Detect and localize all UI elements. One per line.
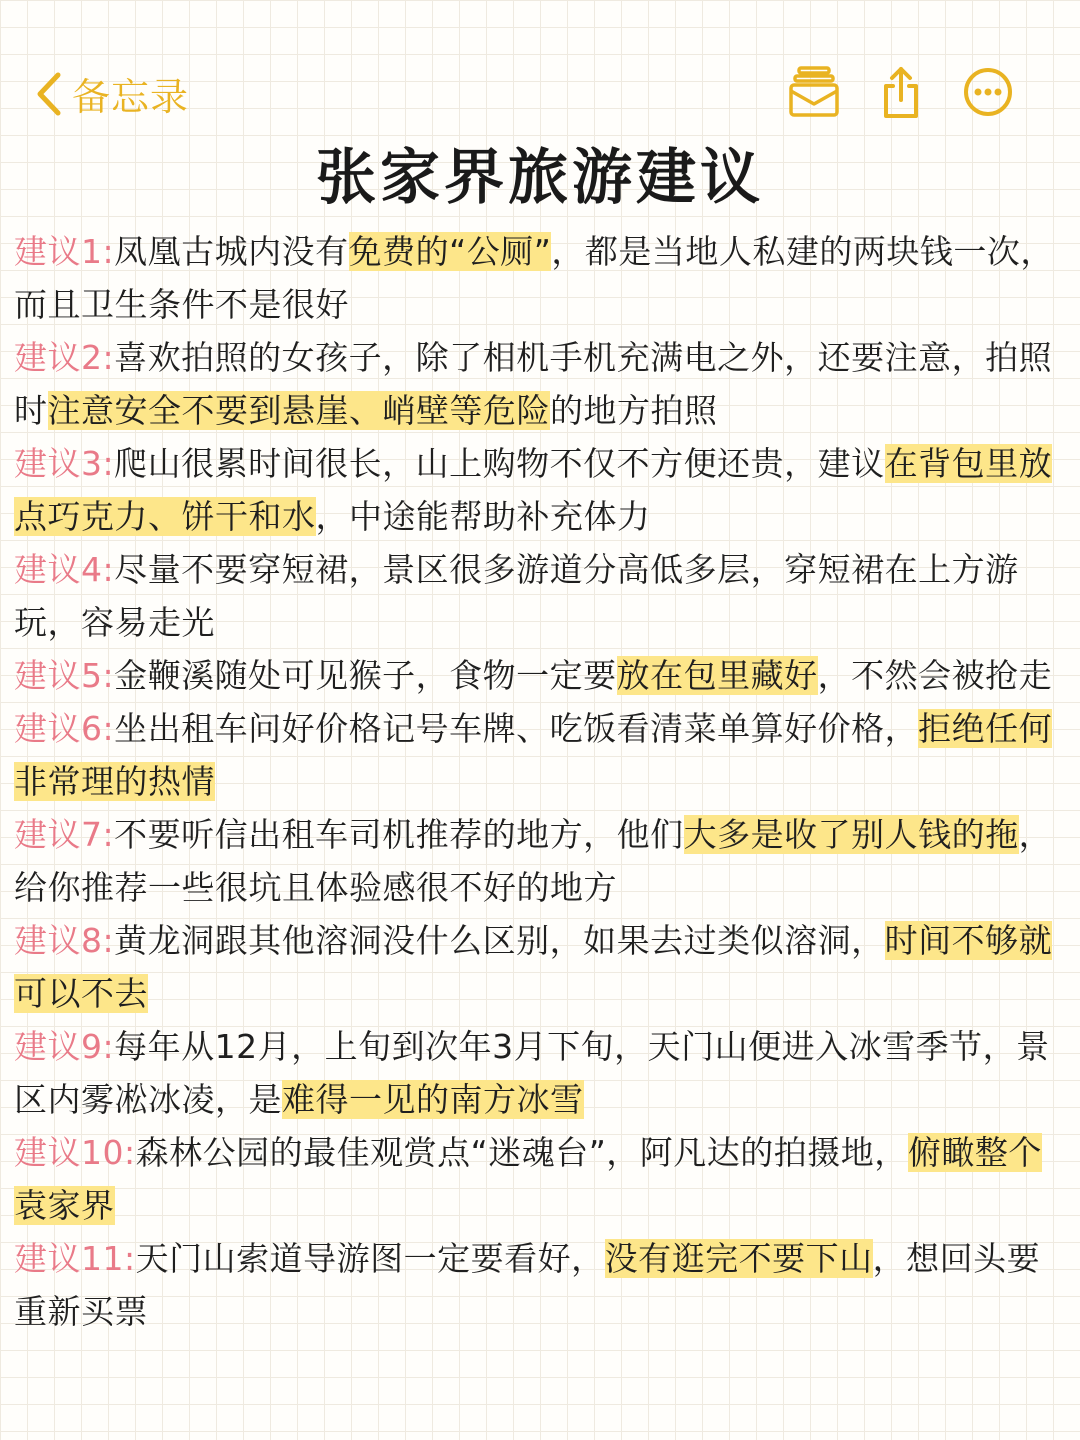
tip-text: 金鞭溪随处可见猴子，食物一定要 — [114, 656, 617, 695]
navigation-bar — [0, 58, 1080, 128]
tip-item — [14, 649, 1070, 702]
tip-item — [14, 702, 1070, 808]
tip-text: 每年从12月，上旬到次年3月下旬，天门山便进入冰雪季节，景区内雾凇冰凌，是 — [14, 1027, 1050, 1119]
highlighted-text: 难得一见的南方冰雪 — [282, 1080, 584, 1119]
tip-item — [14, 225, 1070, 331]
back-label: 备忘录 — [72, 75, 190, 119]
tips-list — [14, 225, 1070, 1338]
tip-item — [14, 914, 1070, 1020]
tip-item — [14, 1232, 1070, 1338]
highlighted-text: 没有逛完不要下山 — [604, 1239, 873, 1278]
highlighted-text: 放在包里藏好 — [616, 656, 818, 695]
tip-text: 喜欢拍照的女孩子，除了相机手机充满电之外，还要注意，拍照时 — [14, 338, 1053, 430]
tip-item — [14, 331, 1070, 437]
tip-item — [14, 1126, 1070, 1232]
back-button[interactable] — [36, 66, 189, 121]
tip-text: 爬山很累时间很长，山上购物不仅不方便还贵，建议 — [114, 444, 885, 483]
tip-text: 不要听信出租车司机推荐的地方，他们 — [114, 815, 684, 854]
tip-text: ，想回头要重新买票 — [14, 1239, 1041, 1331]
highlighted-text: 大多是收了别人钱的拖 — [683, 815, 1019, 854]
tip-item — [14, 1020, 1070, 1126]
tip-label: 建议8: — [14, 921, 115, 960]
tip-label: 建议1: — [14, 232, 115, 271]
chevron-left-icon — [36, 72, 62, 116]
stack-envelope-icon — [786, 64, 842, 120]
tip-text: 黄龙洞跟其他溶洞没什么区别，如果去过类似溶洞， — [114, 921, 885, 960]
tip-text: ，不然会被抢走 — [817, 656, 1053, 695]
tip-text: ，给你推荐一些很坑且体验感很不好的地方 — [14, 815, 1053, 907]
more-button[interactable] — [960, 64, 1016, 120]
tip-text: 凤凰古城内没有 — [114, 232, 349, 271]
tip-item — [14, 437, 1070, 543]
share-button[interactable] — [873, 64, 929, 120]
tip-label: 建议5: — [14, 656, 115, 695]
share-icon — [873, 64, 929, 120]
tip-label: 建议7: — [14, 815, 115, 854]
highlighted-text: 俯瞰整个袁家界 — [14, 1133, 1042, 1225]
highlighted-text: 拒绝任何非常理的热情 — [14, 709, 1053, 801]
tip-label: 建议11: — [14, 1239, 136, 1278]
tip-text: ，中途能帮助补充体力 — [315, 497, 651, 536]
tip-item — [14, 543, 1070, 649]
tip-text: 的地方拍照 — [550, 391, 718, 430]
tip-item — [14, 808, 1070, 914]
highlighted-text: 免费的“公厕” — [348, 232, 552, 271]
tip-label: 建议2: — [14, 338, 115, 377]
tip-label: 建议3: — [14, 444, 115, 483]
tip-label: 建议10: — [14, 1133, 136, 1172]
tip-text: 尽量不要穿短裙，景区很多游道分高低多层，穿短裙在上方游玩，容易走光 — [14, 550, 1019, 642]
tip-text: 森林公园的最佳观赏点“迷魂台”，阿凡达的拍摄地， — [135, 1133, 908, 1172]
highlighted-text: 注意安全不要到悬崖、峭壁等危险 — [47, 391, 550, 430]
more-icon — [960, 64, 1016, 120]
tip-text: ，都是当地人私建的两块钱一次，而且卫生条件不是很好 — [14, 232, 1054, 324]
highlighted-text: 时间不够就可以不去 — [14, 921, 1053, 1013]
tip-text: 坐出租车问好价格记号车牌、吃饭看清菜单算好价格， — [114, 709, 919, 748]
tip-label: 建议4: — [14, 550, 115, 589]
tip-text: 天门山索道导游图一定要看好， — [135, 1239, 605, 1278]
tip-label: 建议9: — [14, 1027, 115, 1066]
stack-button[interactable] — [786, 64, 842, 120]
tip-label: 建议6: — [14, 709, 115, 748]
highlighted-text: 在背包里放点巧克力、饼干和水 — [14, 444, 1053, 536]
note-title: 张家界旅游建议 — [316, 143, 764, 213]
